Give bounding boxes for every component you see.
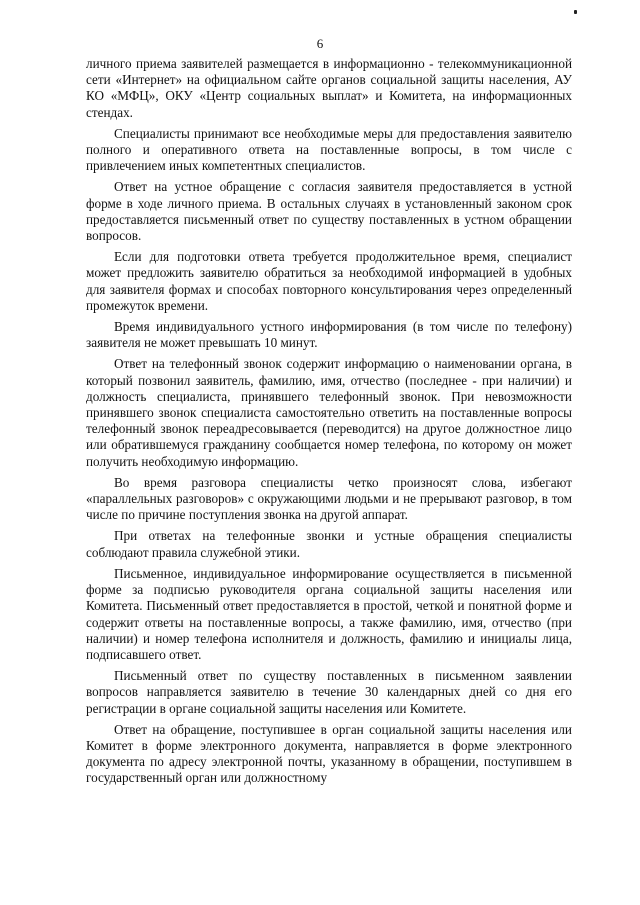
- paragraph-11: Ответ на обращение, поступившее в орган социальной защиты населения или Комитет в форме электронного документа, направляется в форме электронного документа по адресу электронной почты, указанному в обращении, поступившем в государственный орган или должностному: [86, 721, 572, 786]
- paragraph-4: Если для подготовки ответа требуется продолжительное время, специалист может предложить заявителю обратиться за необходимой информацией в удобных для заявителя формах и способах повторного консультирования через определенный промежуток времени.: [86, 249, 572, 313]
- page-number: 6: [316, 36, 324, 51]
- paragraph-8: При ответах на телефонные звонки и устные обращения специалисты соблюдают правила служебной этики.: [86, 528, 572, 560]
- paragraph-1: личного приема заявителей размещается в информационно - телекоммуникационной сети «Интернет» на официальном сайте органов социальной защиты населения, АУ КО «МФЦ», ОКУ «Центр социальных выплат» и Комитета, на информационных стендах.: [86, 56, 572, 120]
- paragraph-9: Письменное, индивидуальное информирование осуществляется в письменной форме за подписью руководителя органа социальной защиты населения или Комитета. Письменный ответ предоставляется в простой, четкой и понятной форме и содержит ответы на поставленные вопросы, а также фамилию, имя, отчество (при наличии) и номер телефона исполнителя и должность, фамилию и инициалы лица, подписавшего ответ.: [86, 565, 572, 662]
- paragraph-2: Специалисты принимают все необходимые меры для предоставления заявителю полного и оперативного ответа на поставленные вопросы, в том числе с привлечением иных компетентных специалистов.: [86, 125, 572, 174]
- document-body: [86, 56, 572, 792]
- paragraph-7: Во время разговора специалисты четко произносят слова, избегают «параллельных разговоров» с окружающими людьми и не прерывают разговор, в том числе по причине поступления звонка на другой аппарат.: [86, 474, 572, 523]
- paragraph-10: Письменный ответ по существу поставленных в письменном заявлении вопросов направляется заявителю в течение 30 календарных дней со дня его регистрации в органе социальной защиты населения или Комитете.: [86, 668, 572, 716]
- paragraph-5: Время индивидуального устного информирования (в том числе по телефону) заявителя не может превышать 10 минут.: [86, 319, 572, 351]
- scan-speck: [574, 10, 577, 14]
- paragraph-3: Ответ на устное обращение с согласия заявителя предоставляется в устной форме в ходе личного приема. В остальных случаях в установленный законом срок предоставляется письменный ответ по существу поставленных в устном обращении вопросов.: [86, 179, 572, 244]
- paragraph-6: Ответ на телефонный звонок содержит информацию о наименовании органа, в который позвонил заявитель, фамилию, имя, отчество (последнее - при наличии) и должность специалиста, принявшего телефонный звонок. При невозможности принявшего звонок специалиста самостоятельно ответить на поставленные вопросы телефонный звонок переадресовывается (переводится) на другое должностное лицо или обратившемуся гражданину сообщается номер телефона, по которому он может получить необходимую информацию.: [86, 356, 572, 469]
